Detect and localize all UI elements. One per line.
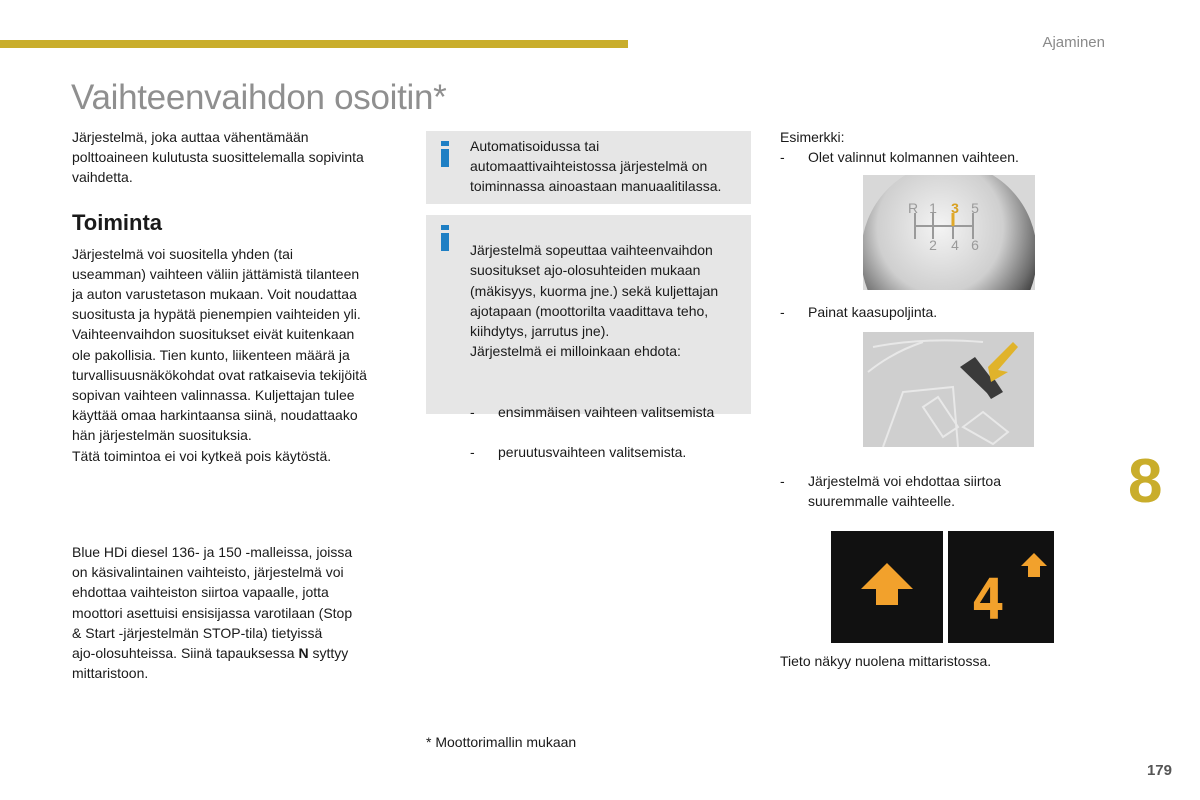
section-label: Ajaminen bbox=[1042, 34, 1105, 51]
dash-bullet: - bbox=[780, 149, 785, 166]
gear-label: 5 bbox=[971, 200, 979, 216]
example-label: Esimerkki: bbox=[780, 129, 845, 145]
gear-label-selected: 3 bbox=[951, 200, 959, 216]
dash-bullet: - bbox=[780, 473, 785, 489]
neutral-indicator-letter: N bbox=[298, 645, 309, 662]
gear-label: 1 bbox=[929, 200, 937, 216]
step-item bbox=[780, 471, 1080, 511]
gear-label: R bbox=[907, 200, 919, 216]
gear-label: 4 bbox=[951, 237, 959, 253]
step-item bbox=[780, 302, 1080, 322]
step-text: Järjestelmä voi ehdottaa siirtoa suuremmalle vaihteelle. bbox=[808, 473, 1001, 510]
bluehdi-paragraph bbox=[72, 542, 407, 683]
gear-label: 2 bbox=[929, 237, 937, 253]
header-accent-bar bbox=[0, 40, 628, 48]
info-list bbox=[470, 382, 743, 483]
intro-paragraph: Järjestelmä, joka auttaa vähentämään polttoaineen kulutusta suosittelemalla sopivinta vaihdetta. bbox=[72, 129, 364, 186]
section-heading: Toiminta bbox=[72, 209, 163, 235]
step-item-3-wrap bbox=[780, 471, 1080, 511]
recommended-gear-digit: 4 bbox=[971, 568, 1005, 633]
bluehdi-text: Blue HDi diesel 136- ja 150 -malleissa, joissa on käsivalintainen vaihteisto, järjestelmä voi ehdottaa vaihteiston siirtoa vapaalle, jotta moottori asettuisi ensisijassa varotilaan (Stop & Start -järjestelmän STOP-tila) tietyissä ajo-olosuhteissa. Siinä tapauksessa bbox=[72, 544, 353, 662]
step-item-2-wrap bbox=[780, 302, 1080, 322]
display-caption: Tieto näkyy nuolena mittaristossa. bbox=[780, 653, 992, 669]
info-box-adaptation bbox=[426, 215, 751, 461]
step-item bbox=[780, 147, 1080, 167]
list-item: - ensimmäisen vaihteen valitsemista bbox=[470, 402, 743, 422]
bluehdi-text-end: syttyy mittaristoon. bbox=[72, 645, 349, 682]
page-title: Vaihteenvaihdon osoitin* bbox=[71, 78, 447, 117]
left-column bbox=[72, 127, 407, 466]
chapter-number: 8 bbox=[1128, 447, 1163, 516]
footnote: * Moottorimallin mukaan bbox=[426, 734, 577, 750]
accelerator-pedal-image bbox=[863, 332, 1034, 447]
upshift-arrow-display bbox=[831, 531, 943, 643]
step-text: Painat kaasupoljinta. bbox=[808, 304, 938, 320]
info-text: Järjestelmä sopeuttaa vaihteenvaihdon suositukset ajo-olosuhteiden mukaan (mäkisyys, kuorma jne.) sekä kuljettajan ajotapaan (moottorilta vaadittava teho, kiihdytys, jarrutus jne). Järjestelmä ei milloinkaan ehdota: bbox=[470, 242, 719, 360]
info-text-block bbox=[470, 220, 743, 503]
example-block bbox=[780, 127, 1080, 167]
info-icon bbox=[438, 225, 452, 251]
info-text: Automatisoidussa tai automaattivaihteistossa järjestelmä on toiminnassa ainoastaan manuaalitilassa. bbox=[470, 138, 722, 195]
step-text: Olet valinnut kolmannen vaihteen. bbox=[808, 149, 1019, 166]
info-box-automatic bbox=[426, 131, 751, 204]
list-item: - peruutusvaihteen valitsemista. bbox=[470, 442, 743, 462]
info-icon bbox=[438, 141, 452, 167]
display-caption-wrap bbox=[780, 651, 1080, 671]
gear-knob-image bbox=[863, 175, 1035, 290]
gear-recommendation-display bbox=[948, 531, 1054, 643]
dash-bullet: - bbox=[780, 304, 785, 320]
function-paragraph: Järjestelmä voi suositella yhden (tai useamman) vaihteen väliin jättämistä tilanteen ja auton varustetason mukaan. Voit noudattaa suositusta ja hypätä pienempien vaihteiden yli. Vaihteenvaihdon suositukset eivät kuitenkaan ole pakollisia. Tien kunto, liikenteen määrä ja turvallisuusnäkökohdat ovat ratkaisevia tekijöitä sopivan vaihteen valinnassa. Kuljettajan tulee käyttää omaa harkintaansa siinä, noudattaako hän järjestelmän suosituksia. Tätä toimintoa ei voi kytkeä pois käytöstä. bbox=[72, 245, 367, 464]
gear-label: 6 bbox=[971, 237, 979, 253]
page-number: 179 bbox=[1146, 762, 1172, 779]
